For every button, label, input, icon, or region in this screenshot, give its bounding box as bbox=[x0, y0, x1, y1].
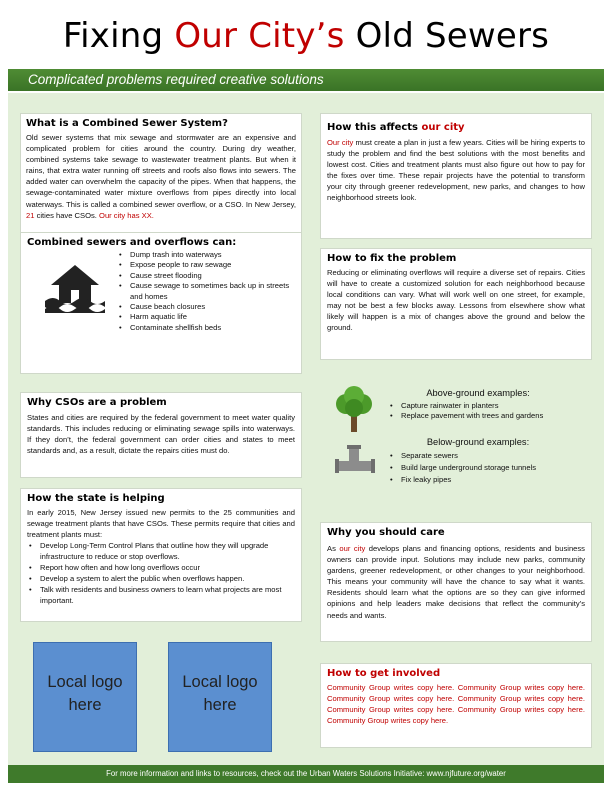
list-item: • Capture rainwater in planters bbox=[388, 401, 592, 411]
title-part-2: Our City’s bbox=[174, 16, 345, 56]
page-title bbox=[0, 14, 612, 58]
affects-heading: How this affects our city bbox=[327, 122, 465, 133]
above-ground-section bbox=[388, 387, 592, 422]
list-item: • Talk with residents and business owners to learn what projects are most important. bbox=[27, 584, 295, 606]
cso-body: Old sewer systems that mix sewage and stormwater are an expensive and complicated problem for cities around the country. During dry weather, combined systems take sewage to wastewater treatment plants. But when it rains, that extra water running off streets and roofs also flows into sewers. The added water can overwhelm the capacity of the pipes. When that happens, the sewage-contaminated water mixture overflows from pipes directly into local waterways. This is called a combined sewer overflow, or a CSO. In New Jersey, 21 cities have CSOs. Our city has XX. bbox=[26, 133, 296, 220]
list-item: • Dump trash into waterways bbox=[117, 250, 297, 260]
involved-body: Community Group writes copy here. Community Group writes copy here. Community Group writes copy here. Community Group writes copy here. Community Group writes copy here. Community Group writes copy here. Community Group writes copy here. bbox=[327, 683, 585, 726]
why-problem-body: States and cities are required by the federal government to meet water quality standards. This includes reducing or eliminating sewage spills into waterways. If they don’t, the federal government can order cities and states to meet standards and, as a result, dictate the repairs cities must do. bbox=[27, 413, 295, 456]
title-part-1: Fixing bbox=[62, 16, 175, 56]
list-item: • Report how often and how long overflows occur bbox=[27, 562, 295, 573]
care-body: As our city develops plans and financing options, residents and business owners can provide input. Solutions may include new parks, community gardens, greener redevelopment, or other changes to your neighborhood. This means your community will have the chance to say what it wants. Residents should learn what the options are so they can give informed opinions and help leaders make decisions that reflect the community’s needs and wants. bbox=[327, 544, 585, 620]
overflows-list bbox=[117, 250, 297, 333]
overflows-heading: Combined sewers and overflows can: bbox=[27, 237, 237, 248]
affects-box bbox=[320, 113, 592, 239]
list-item: • Build large underground storage tunnels bbox=[388, 462, 592, 474]
list-item: • Fix leaky pipes bbox=[388, 474, 592, 486]
list-item: • Replace pavement with trees and gardens bbox=[388, 411, 592, 421]
fix-body: Reducing or eliminating overflows will require a diverse set of repairs. Cities will have to create a customized solution for each neighborhood because local conditions can vary. What will work well on one street, for example, may not be best a few blocks away. Lessons from elsewhere show what likely will happen is a mix of changes above the ground and below the ground. bbox=[327, 268, 585, 333]
state-list bbox=[27, 540, 295, 606]
fix-heading: How to fix the problem bbox=[327, 253, 457, 264]
above-heading: Above-ground examples: bbox=[426, 388, 530, 398]
state-heading: How the state is helping bbox=[27, 493, 165, 504]
below-list bbox=[388, 450, 592, 485]
cso-box bbox=[20, 113, 302, 242]
state-box bbox=[20, 488, 302, 622]
overflows-panel bbox=[20, 232, 302, 374]
list-item: • Separate sewers bbox=[388, 450, 592, 462]
why-problem-heading: Why CSOs are a problem bbox=[27, 397, 167, 408]
list-item: • Cause sewage to sometimes back up in streets and homes bbox=[117, 281, 297, 302]
list-item: • Contaminate shellfish beds bbox=[117, 323, 297, 333]
cso-heading: What is a Combined Sewer System? bbox=[26, 118, 228, 129]
flood-house-icon bbox=[45, 255, 105, 313]
state-body: In early 2015, New Jersey issued new permits to the 25 communities and sewage treatment plants that have CSOs. These permits require that cities and treatment plants must: bbox=[27, 508, 295, 540]
title-part-3: Old Sewers bbox=[344, 16, 550, 56]
why-problem-box bbox=[20, 392, 302, 478]
local-logo-2: Local logo here bbox=[168, 642, 272, 752]
local-logo-1: Local logo here bbox=[33, 642, 137, 752]
footer: For more information and links to resources, check out the Urban Waters Solutions Initiative: www.njfuture.org/water bbox=[8, 765, 604, 783]
below-heading: Below-ground examples: bbox=[426, 437, 530, 447]
subtitle-banner: Complicated problems required creative solutions bbox=[8, 69, 604, 91]
list-item: • Develop Long-Term Control Plans that outline how they will upgrade infrastructure to reduce or stop overflows. bbox=[27, 540, 295, 562]
involved-heading: How to get involved bbox=[327, 668, 441, 679]
tree-icon bbox=[332, 386, 376, 434]
pipe-icon bbox=[333, 443, 377, 483]
above-list bbox=[388, 401, 592, 422]
below-ground-section bbox=[388, 436, 592, 485]
fix-box bbox=[320, 248, 592, 360]
list-item: • Expose people to raw sewage bbox=[117, 260, 297, 270]
affects-body: Our city must create a plan in just a few years. Cities will be hiring experts to study the problem and find the best solutions with the most benefits and lowest cost. Cities and treatment plants must also figure out how to pay for the fixes over time. These repair projects have the potential to transform your city through greener redevelopment, new parks, and changes to how neighborhood streets look. bbox=[327, 138, 585, 203]
care-box bbox=[320, 522, 592, 642]
list-item: • Develop a system to alert the public when overflows happen. bbox=[27, 573, 295, 584]
care-heading: Why you should care bbox=[327, 527, 445, 538]
list-item: • Cause beach closures bbox=[117, 302, 297, 312]
cso-our-city: Our city has XX. bbox=[99, 210, 154, 220]
list-item: • Cause street flooding bbox=[117, 271, 297, 281]
list-item: • Harm aquatic life bbox=[117, 312, 297, 322]
involved-box bbox=[320, 663, 592, 748]
